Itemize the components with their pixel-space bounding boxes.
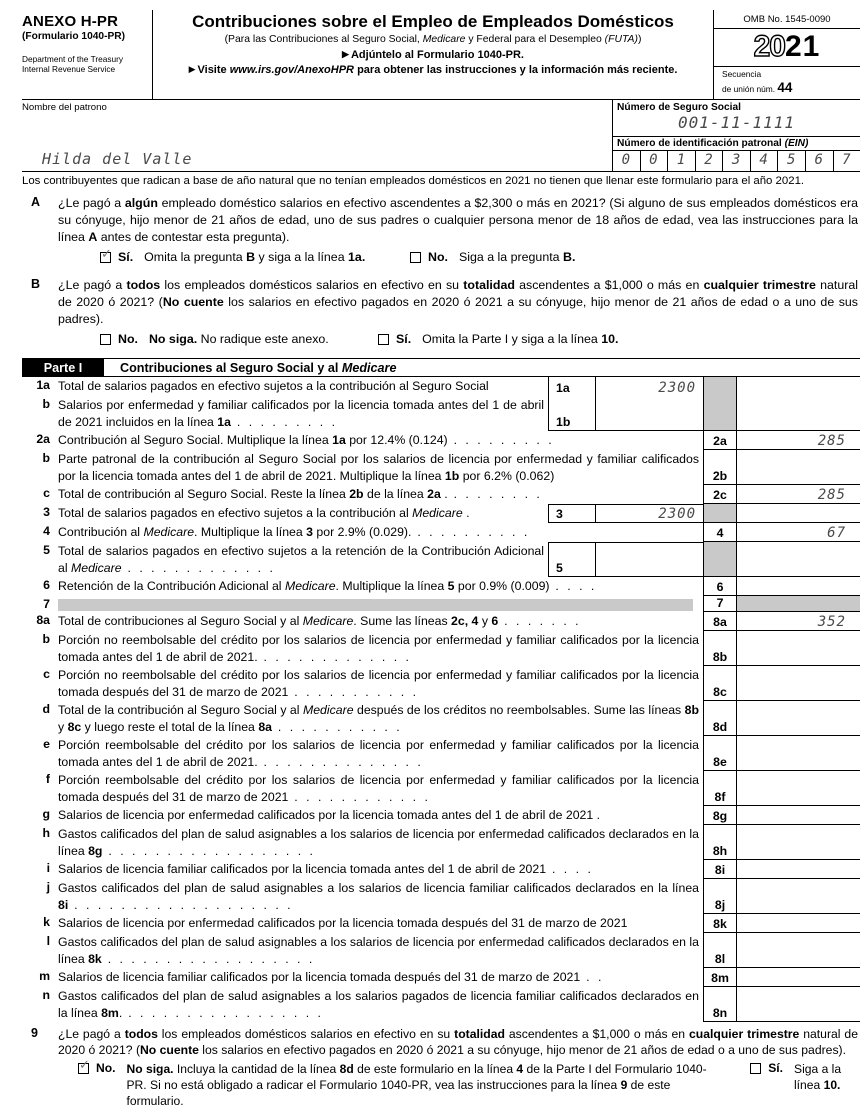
right-line-label-8d: 8d <box>703 701 737 736</box>
part1-table <box>22 377 860 1022</box>
right-line-label-8k: 8k <box>703 914 737 933</box>
ein-digit-6[interactable]: 5 <box>778 151 806 171</box>
ein-digit-4[interactable]: 3 <box>723 151 751 171</box>
part1-row-7 <box>22 596 860 612</box>
line-text-8b: Porción no reembolsable del crédito por los salarios de licencia por enfermedad y familiar calificados por la licencia tomada antes del 1 de abril de 2021. . . . . . . . . . . . . . <box>58 633 699 664</box>
question-b-text: ¿Le pagó a todos los empleados domésticos salarios en efectivo en su totalidad ascendentes a $1,000 o más en cualquier trimestre natural de 2020 ó 2021? (No cuente los salarios en efectivo pagados en 2020 ó 2021 a su cónyuge, hijo menor de 21 años de edad o a uno de sus padres). <box>58 278 859 326</box>
taxpayer-block <box>22 100 860 172</box>
right-line-label-8j: 8j <box>703 879 737 914</box>
ssn-label: Número de Seguro Social <box>617 102 741 113</box>
sequence-line-1: Secuencia <box>722 69 762 79</box>
checkbox-a-yes[interactable] <box>100 252 111 263</box>
part1-row-8l <box>22 933 860 968</box>
question-a-yes-text: Omita la pregunta B y siga a la línea 1a. <box>144 250 366 264</box>
dot-leader: . . . . . . . . <box>447 487 543 501</box>
right-line-label-8f: 8f <box>703 771 737 806</box>
agency-block <box>22 55 148 75</box>
right-amount-8d[interactable] <box>737 701 860 736</box>
ein-digit-3[interactable]: 2 <box>696 151 724 171</box>
dot-leader: . . . . . . . . . . . . . <box>121 560 276 575</box>
agency-line-2: Internal Revenue Service <box>22 63 116 74</box>
line-text-8e: Porción reembolsable del crédito por los salarios de licencia por enfermedad y familiar calificados por la licencia tomada antes del 1 de abril de 2021. . . . . . . . . . . . . . . <box>58 738 699 769</box>
question-b-yes-text: Omita la Parte I y siga a la línea 10. <box>422 332 619 346</box>
right-line-label-2b: 2b <box>703 450 737 485</box>
line-text-8i: Salarios de licencia familiar calificados por la licencia tomada antes del 1 de abril de 2021 . . . . <box>58 862 594 876</box>
entry-value-1b[interactable] <box>595 396 703 431</box>
employer-name-cell <box>22 100 612 171</box>
right-line-label-8l: 8l <box>703 933 737 968</box>
right-amount-8m[interactable] <box>737 968 860 987</box>
ein-digit-0[interactable]: 0 <box>613 151 641 171</box>
dot-leader: . . . . . . . . . . . <box>288 684 419 699</box>
line-text-1a: Total de salarios pagados en efectivo sujetos a la contribución al Seguro Social <box>58 379 489 393</box>
reserved-gray-bar <box>58 599 693 611</box>
checkbox-b-yes[interactable] <box>378 334 389 345</box>
parent-form-id: (Formulario 1040-PR) <box>22 31 126 42</box>
line-number-8h: h <box>42 826 50 840</box>
part1-row-8n <box>22 987 860 1022</box>
dot-leader: . . . . . . . <box>498 614 582 628</box>
arrowhead-icon: ▶ <box>342 48 349 59</box>
right-amount-8f[interactable] <box>737 771 860 806</box>
right-line-label-1b <box>703 396 737 431</box>
line-text-6: Retención de la Contribución Adicional al Medicare. Multiplique la línea 5 por 0.9% (0.009) . . . . <box>58 579 597 593</box>
right-line-label-8m: 8m <box>703 968 737 987</box>
dot-leader: . . . . . . . . . . . . . <box>257 649 412 664</box>
part1-row-4 <box>22 523 860 542</box>
header-center-column <box>152 10 714 99</box>
part1-title: Contribuciones al Seguro Social y al Medicare <box>120 361 397 375</box>
ssn-ein-panel <box>612 100 860 171</box>
part1-row-6 <box>22 577 860 596</box>
right-line-label-8n: 8n <box>703 987 737 1022</box>
line-text-8h: Gastos calificados del plan de salud asignables a los salarios de licencia por enfermedad calificados declarados en la línea 8g . . . . . . . . . . . . . . . . . . <box>58 827 699 858</box>
form-title: Contribuciones sobre el Empleo de Empleados Domésticos <box>192 12 674 31</box>
question-b-no-option <box>100 332 378 352</box>
right-line-label-4: 4 <box>703 523 737 542</box>
right-amount-3[interactable] <box>737 504 860 523</box>
right-amount-8c[interactable] <box>737 666 860 701</box>
question-a-no-text: Siga a la pregunta B. <box>458 250 576 264</box>
entry-label-1a: 1a <box>548 377 595 396</box>
ein-digit-8[interactable]: 7 <box>842 152 852 168</box>
visit-instruction <box>159 64 707 76</box>
part1-row-2b <box>22 450 860 485</box>
entry-label-1b: 1b <box>548 396 595 431</box>
part1-row-8c <box>22 666 860 701</box>
line-number-3: 3 <box>43 505 50 519</box>
dot-leader: . . . . . . . . . . . <box>272 719 403 734</box>
line-text-8n: Gastos calificados del plan de salud asignables a los salarios pagados de licencia familiar calificados declarados en la línea 8m. . . . . . . . . . . . . . . . . . <box>58 989 699 1020</box>
line-number-8n: n <box>42 988 50 1002</box>
part1-row-8m <box>22 968 860 987</box>
line-text-8a: Total de contribuciones al Seguro Social y al Medicare. Sume las líneas 2c, 4 y 6 . . . . . . . <box>58 614 582 628</box>
right-line-label-6: 6 <box>703 577 737 596</box>
question-9-yes-label: Sí. <box>768 1061 783 1076</box>
tax-year <box>714 29 860 67</box>
agency-line-1: Department of the Treasury <box>22 54 123 64</box>
entry-value-1a[interactable] <box>595 377 703 396</box>
sequence-line-2: de unión núm. 44 <box>722 79 793 95</box>
line-text-2c: Total de contribución al Seguro Social. Reste la línea 2b de la línea 2a . . . . . . . . . <box>58 487 543 501</box>
question-b-yes-label: Sí. <box>396 332 412 346</box>
part1-row-8e <box>22 736 860 771</box>
line-number-2b: b <box>42 451 50 465</box>
part1-row-1b <box>22 396 860 431</box>
right-amount-2a[interactable] <box>737 431 860 450</box>
dot-leader: . . . . . . . . . <box>230 414 338 429</box>
line-text-8k: Salarios de licencia por enfermedad calificados por la licencia tomada después del 31 de marzo de 2021 <box>58 916 628 930</box>
question-a-no-label: No. <box>428 250 448 264</box>
right-amount-8j[interactable] <box>737 879 860 914</box>
right-amount-8g[interactable] <box>737 806 860 825</box>
line-number-1b: b <box>42 397 50 411</box>
question-a-letter: A <box>31 195 41 209</box>
dot-leader: . . . . . . . . . . <box>411 525 530 539</box>
line-text-5: Total de salarios pagados en efectivo sujetos a la retención de la Contribución Adicional al Medicare . . . . . . . . . . . . . <box>58 544 544 575</box>
entry-value-3[interactable] <box>595 504 703 523</box>
line-number-8j: j <box>46 880 50 894</box>
line-number-8l: l <box>46 934 50 948</box>
year-suffix: 21 <box>785 30 821 63</box>
line-number-8m: m <box>39 969 50 983</box>
header-left-column <box>22 10 152 99</box>
line-number-8i: i <box>46 861 50 875</box>
question-b-yes-option <box>378 332 618 352</box>
amount-3: 2300 <box>658 506 696 522</box>
amount-4: 67 <box>827 525 846 541</box>
employer-name-input[interactable]: Hilda del Valle <box>42 150 193 168</box>
right-line-label-7: 7 <box>703 596 737 612</box>
right-amount-8i[interactable] <box>737 860 860 879</box>
question-a-yes-label: Sí. <box>118 250 134 264</box>
dot-leader: . . <box>580 970 604 984</box>
amount-1a: 2300 <box>658 380 696 396</box>
ein-digit-5[interactable]: 4 <box>751 151 779 171</box>
part1-row-8j <box>22 879 860 914</box>
dot-leader: . . . . . . . . . . . . . . . . . . <box>101 951 315 966</box>
line-number-1a: 1a <box>36 378 50 392</box>
right-amount-8n[interactable] <box>737 987 860 1022</box>
line-text-8m: Salarios de licencia familiar calificados por la licencia tomada después del 31 de marzo de 2021 . . <box>58 970 604 984</box>
question-a-text: ¿Le pagó a algún empleado doméstico salarios en efectivo ascendentes a $2,300 o más en 2021? (Si alguno de sus empleados domésticos era su cónyuge, hijo menor de 21 años de edad, uno de sus padres o cualquier persona menor de 18 años de edad, vea las instrucciones para la línea A antes de contestar esta pregunta). <box>58 196 858 244</box>
line-number-8a: 8a <box>36 613 50 627</box>
part1-row-2c <box>22 485 860 504</box>
entry-label-3: 3 <box>548 504 595 523</box>
dot-leader: . . . . <box>546 862 594 876</box>
checkbox-9-yes[interactable] <box>750 1063 761 1074</box>
ein-digit-boxes <box>613 151 860 171</box>
question-b-no-text: No siga. No radique este anexo. <box>148 332 329 346</box>
dot-leader: . . . . . . . . . . . . . . . . . . <box>102 843 316 858</box>
line-text-8j: Gastos calificados del plan de salud asignables a los salarios de licencia familiar calificados declarados en la línea 8i . . . . . . . . . . . . . . . . . . . <box>58 881 699 912</box>
entry-label-5: 5 <box>548 542 595 577</box>
line-number-8d: d <box>42 702 50 716</box>
dot-leader: . . . . . . . . . . . . <box>288 789 431 804</box>
right-amount-5[interactable] <box>737 542 860 577</box>
line-text-3: Total de salarios pagados en efectivo sujetos a la contribución al Medicare . <box>58 506 470 520</box>
right-line-label-2a: 2a <box>703 431 737 450</box>
checkbox-b-no[interactable] <box>100 334 111 345</box>
question-9 <box>22 1026 860 1109</box>
dot-leader: . . . . . . . . . . . . . . . . . . . <box>68 897 294 912</box>
right-line-label-8e: 8e <box>703 736 737 771</box>
question-a-yes-option <box>100 250 410 270</box>
amount-2c: 285 <box>817 487 846 503</box>
part1-row-3 <box>22 504 860 523</box>
right-amount-8h[interactable] <box>737 825 860 860</box>
line-text-1b: Salarios por enfermedad y familiar calificados por la licencia tomada antes del 1 de abril de 2021 incluidos en la línea 1a . . . . . . . . . <box>58 398 544 429</box>
calendar-year-note: Los contribuyentes que radican a base de año natural que no tenían empleados domésticos en 2021 no tienen que llenar este formulario para el año 2021. <box>22 175 805 187</box>
checkbox-a-no[interactable] <box>410 252 421 263</box>
part1-row-8g <box>22 806 860 825</box>
question-9-yes-text: Siga a la línea 10. <box>794 1062 842 1093</box>
question-9-no-text: No siga. Incluya la cantidad de la línea 8d de este formulario en la línea 4 de la Parte I del Formulario 1040-PR. Si no está obligado a radicar el Formulario 1040-PR, vea las instrucciones para la línea 9 de este formulario. <box>126 1062 707 1109</box>
line-text-2b: Parte patronal de la contribución al Seguro Social por los salarios de licencia por enfermedad y familiar calificados por la licencia tomada antes del 1 de abril de 2021. Multiplique la línea 1b por 6.2% (0.062) <box>58 452 699 483</box>
part1-row-5 <box>22 542 860 577</box>
right-line-label-8b: 8b <box>703 631 737 666</box>
line-text-8f: Porción reembolsable del crédito por los salarios de licencia por enfermedad y familiar calificados por la licencia tomada después del 31 de marzo de 2021 . . . . . . . . . . . . <box>58 773 699 804</box>
sequence-number-block <box>714 67 860 95</box>
line-text-2a: Contribución al Seguro Social. Multiplique la línea 1a por 12.4% (0.124) . . . . . . . . . <box>58 433 555 447</box>
right-amount-1a[interactable] <box>737 377 860 396</box>
ssn-input[interactable]: 001-11-1111 <box>678 113 795 132</box>
right-amount-4[interactable] <box>737 523 860 542</box>
right-amount-2c[interactable] <box>737 485 860 504</box>
ein-digit-7[interactable]: 6 <box>806 151 834 171</box>
part1-row-8a <box>22 612 860 631</box>
header-right-column <box>714 10 860 99</box>
amount-2a: 285 <box>817 433 846 449</box>
part1-row-8b <box>22 631 860 666</box>
right-line-label-8a: 8a <box>703 612 737 631</box>
dot-leader: . . . . . . . . . <box>447 433 555 447</box>
line-number-8e: e <box>43 737 50 751</box>
part1-header-bar <box>22 358 860 377</box>
right-line-label-5 <box>703 542 737 577</box>
line-number-8k: k <box>43 915 50 929</box>
line-number-2a: 2a <box>36 432 50 446</box>
part1-badge: Parte I <box>22 359 104 376</box>
part1-row-8f <box>22 771 860 806</box>
right-line-label-1a <box>703 377 737 396</box>
line-text-8l: Gastos calificados del plan de salud asignables a los salarios de licencia por enfermedad calificados declarados en la línea 8k . . . . . . . . . . . . . . . . . . <box>58 935 699 966</box>
line-number-8g: g <box>42 807 50 821</box>
employer-name-label: Nombre del patrono <box>22 102 107 113</box>
right-amount-8e[interactable] <box>737 736 860 771</box>
ein-digit-1[interactable]: 0 <box>641 151 669 171</box>
line-number-8f: f <box>45 772 50 786</box>
right-amount-8l[interactable] <box>737 933 860 968</box>
line-number-6: 6 <box>43 578 50 592</box>
form-id: ANEXO H-PR <box>22 13 119 30</box>
line-text-8d: Total de la contribución al Seguro Social y al Medicare después de los créditos no reembolsables. Sume las líneas 8b y 8c y luego reste el total de la línea 8a . . . . . . . . . . . <box>58 703 699 734</box>
right-amount-8k[interactable] <box>737 914 860 933</box>
right-amount-2b[interactable] <box>737 450 860 485</box>
right-line-label-8c: 8c <box>703 666 737 701</box>
line-text-7 <box>58 596 703 612</box>
ein-digit-2[interactable]: 1 <box>668 151 696 171</box>
part1-row-8d <box>22 701 860 736</box>
line-number-8b: b <box>42 632 50 646</box>
question-9-no-label: No. <box>96 1061 116 1076</box>
checkbox-9-no[interactable] <box>78 1063 89 1074</box>
question-9-text: ¿Le pagó a todos los empleados domésticos salarios en efectivo en su totalidad ascendentes a $1,000 o más en cualquier trimestre natural de 2020 ó 2021? (No cuente los salarios en efectivo pagados en 2020 ó 2021 a su cónyuge, hijo menor de 21 años de edad o a uno de sus padres). <box>58 1027 858 1058</box>
attach-instruction <box>159 49 707 61</box>
line-text-8c: Porción no reembolsable del crédito por los salarios de licencia por enfermedad y familiar calificados por la licencia tomada después del 31 de marzo de 2021 . . . . . . . . . . . <box>58 668 699 699</box>
form-subtitle: (Para las Contribuciones al Seguro Social, Medicare y Federal para el Desempleo (FUTA)) <box>224 33 642 45</box>
form-header <box>22 10 860 100</box>
part1-row-8k <box>22 914 860 933</box>
year-prefix: 20 <box>753 30 785 63</box>
dot-leader: . . . . . . . . . . . . . . <box>257 754 424 769</box>
line-number-4: 4 <box>43 524 50 538</box>
line-text-4: Contribución al Medicare. Multiplique la línea 3 por 2.9% (0.029). . . . . . . . . . . <box>58 525 530 539</box>
ein-label: Número de identificación patronal (EIN) <box>613 136 860 151</box>
right-amount-7[interactable] <box>737 596 860 612</box>
right-line-label-2c: 2c <box>703 485 737 504</box>
entry-value-5[interactable] <box>595 542 703 577</box>
right-line-label-8g: 8g <box>703 806 737 825</box>
part1-row-1a <box>22 377 860 396</box>
question-a-no-option <box>410 250 575 270</box>
question-a <box>22 195 860 270</box>
arrowhead-icon: ▶ <box>188 63 196 74</box>
right-line-label-8h: 8h <box>703 825 737 860</box>
dot-leader: . . . . . . . . . . . . . . . . . <box>122 1005 324 1020</box>
question-b-no-label: No. <box>118 332 138 346</box>
line-number-7: 7 <box>43 597 50 611</box>
question-9-number: 9 <box>31 1026 38 1040</box>
visit-text: Visite www.irs.gov/AnexoHPR para obtener las instrucciones y la información más reciente. <box>197 63 678 76</box>
amount-8a: 352 <box>817 614 846 630</box>
right-line-label-8i: 8i <box>703 860 737 879</box>
line-number-5: 5 <box>43 543 50 557</box>
sequence-number: 44 <box>777 79 793 95</box>
right-amount-1b[interactable] <box>737 396 860 431</box>
line-number-2c: c <box>43 486 50 500</box>
attach-text: Adjúntelo al Formulario 1040-PR. <box>350 48 524 61</box>
line-number-8c: c <box>43 667 50 681</box>
part1-row-8i <box>22 860 860 879</box>
omb-number: OMB No. 1545-0090 <box>714 10 860 29</box>
right-amount-8a[interactable] <box>737 612 860 631</box>
right-line-label-3 <box>703 504 737 523</box>
dot-leader: . . . . <box>549 579 597 593</box>
question-9-yes-option <box>750 1061 860 1109</box>
part1-row-8h <box>22 825 860 860</box>
right-amount-6[interactable] <box>737 577 860 596</box>
question-b <box>22 277 860 352</box>
question-b-letter: B <box>31 277 41 291</box>
part1-row-2a <box>22 431 860 450</box>
line-text-8g: Salarios de licencia por enfermedad calificados por la licencia tomada antes del 1 de abril de 2021 . <box>58 808 601 822</box>
right-amount-8b[interactable] <box>737 631 860 666</box>
